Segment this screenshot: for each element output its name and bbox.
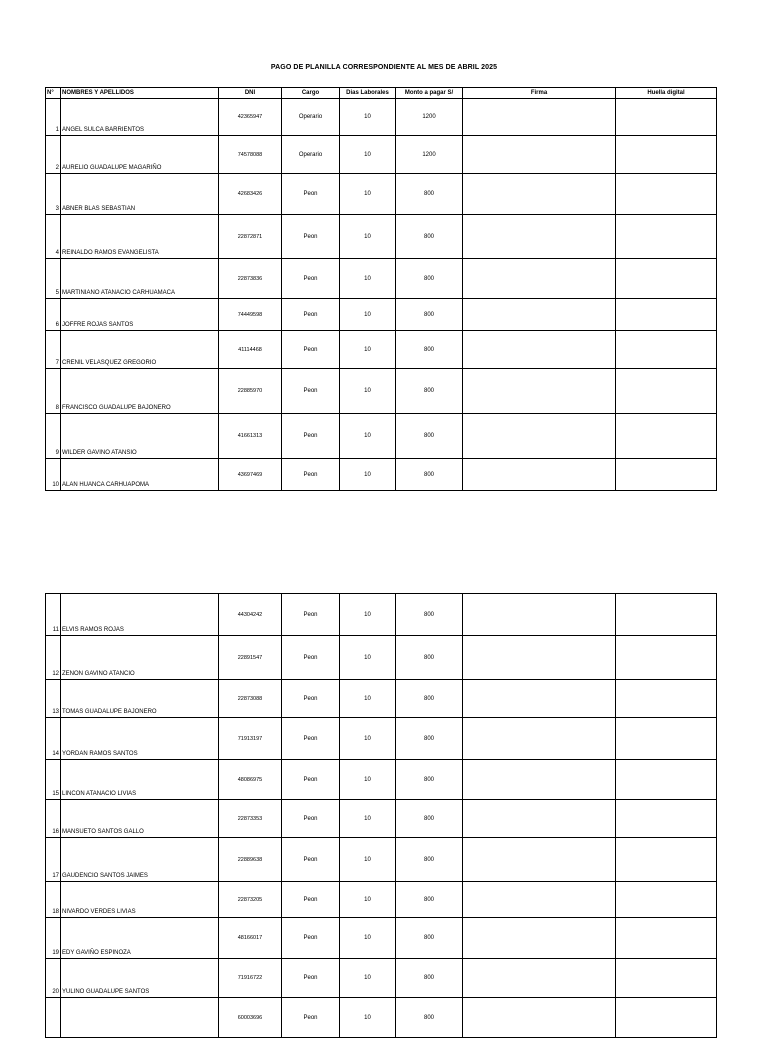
work-days: 10 [340,331,396,369]
amount-to-pay: 800 [396,918,463,959]
employee-dni: 22873205 [219,882,282,918]
fingerprint-cell [616,99,717,136]
work-days: 10 [340,259,396,299]
employee-dni: 44304242 [219,594,282,636]
amount-to-pay: 800 [396,414,463,459]
employee-name: MANSUETO SANTOS GALLO [61,800,219,838]
work-days: 10 [340,998,396,1038]
employee-cargo: Peon [282,882,340,918]
table-row [46,331,717,369]
signature-cell [463,299,616,331]
header-huella: Huella digital [616,88,717,99]
employee-dni: 74578088 [219,136,282,174]
fingerprint-cell [616,299,717,331]
row-number: 19 [46,918,61,959]
row-number: 3 [46,174,61,215]
amount-to-pay: 800 [396,800,463,838]
row-number: 14 [46,718,61,760]
table-row [46,760,717,800]
amount-to-pay: 800 [396,215,463,259]
signature-cell [463,718,616,760]
signature-cell [463,259,616,299]
employee-cargo: Peon [282,414,340,459]
row-number: 15 [46,760,61,800]
amount-to-pay: 800 [396,299,463,331]
work-days: 10 [340,369,396,414]
signature-cell [463,882,616,918]
amount-to-pay: 800 [396,718,463,760]
row-number: 5 [46,259,61,299]
signature-cell [463,959,616,998]
employee-cargo: Peon [282,918,340,959]
signature-cell [463,760,616,800]
signature-cell [463,918,616,959]
employee-name: ABNER BLAS SEBASTIAN [61,174,219,215]
table-row [46,174,717,215]
employee-dni: 41114468 [219,331,282,369]
work-days: 10 [340,636,396,680]
row-number: 4 [46,215,61,259]
table-row [46,800,717,838]
row-number: 12 [46,636,61,680]
work-days: 10 [340,838,396,882]
signature-cell [463,680,616,718]
table-row [46,718,717,760]
employee-cargo: Peon [282,299,340,331]
signature-cell [463,331,616,369]
work-days: 10 [340,136,396,174]
row-number: 16 [46,800,61,838]
row-number: 9 [46,414,61,459]
table-row [46,99,717,136]
fingerprint-cell [616,259,717,299]
employee-cargo: Peon [282,998,340,1038]
work-days: 10 [340,882,396,918]
payroll-table-page-1 [45,87,717,491]
work-days: 10 [340,800,396,838]
amount-to-pay: 800 [396,680,463,718]
signature-cell [463,998,616,1038]
row-number: 8 [46,369,61,414]
work-days: 10 [340,99,396,136]
payroll-table-page-2 [45,593,717,1038]
row-number: 17 [46,838,61,882]
employee-name: REINALDO RAMOS EVANGELISTA [61,215,219,259]
fingerprint-cell [616,636,717,680]
amount-to-pay: 800 [396,882,463,918]
fingerprint-cell [616,998,717,1038]
amount-to-pay: 800 [396,594,463,636]
employee-dni: 42683426 [219,174,282,215]
employee-dni: 41661313 [219,414,282,459]
header-names: NOMBRES Y APELLIDOS [61,88,219,99]
employee-cargo: Peon [282,718,340,760]
header-firma: Firma [463,88,616,99]
signature-cell [463,174,616,215]
signature-cell [463,369,616,414]
employee-name: LINCON ATANACIO LIVIAS [61,760,219,800]
table-row [46,998,717,1038]
employee-cargo: Peon [282,680,340,718]
fingerprint-cell [616,594,717,636]
table-row [46,959,717,998]
amount-to-pay: 800 [396,369,463,414]
header-cargo: Cargo [282,88,340,99]
employee-dni: 71916722 [219,959,282,998]
signature-cell [463,594,616,636]
employee-cargo: Operario [282,136,340,174]
employee-name: FRANCISCO GUADALUPE BAJONERO [61,369,219,414]
table-header-row [46,88,717,99]
employee-cargo: Peon [282,838,340,882]
work-days: 10 [340,459,396,491]
row-number: 18 [46,882,61,918]
employee-dni: 22872871 [219,215,282,259]
fingerprint-cell [616,838,717,882]
employee-cargo: Peon [282,636,340,680]
work-days: 10 [340,959,396,998]
signature-cell [463,414,616,459]
employee-cargo: Peon [282,331,340,369]
employee-dni: 22891547 [219,636,282,680]
table-row [46,636,717,680]
row-number: 7 [46,331,61,369]
row-number: 10 [46,459,61,491]
row-number: 1 [46,99,61,136]
signature-cell [463,99,616,136]
fingerprint-cell [616,882,717,918]
amount-to-pay: 800 [396,998,463,1038]
amount-to-pay: 1200 [396,99,463,136]
fingerprint-cell [616,331,717,369]
employee-dni: 60003696 [219,998,282,1038]
employee-cargo: Peon [282,459,340,491]
row-number: 6 [46,299,61,331]
table-row [46,259,717,299]
fingerprint-cell [616,918,717,959]
table-row [46,918,717,959]
amount-to-pay: 800 [396,636,463,680]
table-row [46,215,717,259]
amount-to-pay: 800 [396,331,463,369]
amount-to-pay: 800 [396,174,463,215]
amount-to-pay: 1200 [396,136,463,174]
employee-name: MARTINIANO ATANACIO CARHUAMACA [61,259,219,299]
fingerprint-cell [616,414,717,459]
row-number: 11 [46,594,61,636]
page-title: PAGO DE PLANILLA CORRESPONDIENTE AL MES DE ABRIL 2025 [270,64,498,71]
employee-name: WILDER GAVINO ATANSIO [61,414,219,459]
signature-cell [463,459,616,491]
employee-dni: 74449598 [219,299,282,331]
work-days: 10 [340,718,396,760]
employee-cargo: Peon [282,215,340,259]
employee-name: CRENIL VELASQUEZ GREGORIO [61,331,219,369]
work-days: 10 [340,680,396,718]
amount-to-pay: 800 [396,459,463,491]
signature-cell [463,800,616,838]
fingerprint-cell [616,459,717,491]
amount-to-pay: 800 [396,959,463,998]
header-monto: Monto a pagar S/ [396,88,463,99]
table-row [46,299,717,331]
employee-dni: 42365947 [219,99,282,136]
employee-dni: 22873088 [219,680,282,718]
employee-cargo: Peon [282,594,340,636]
signature-cell [463,838,616,882]
employee-name: YORDAN RAMOS SANTOS [61,718,219,760]
employee-dni: 48086975 [219,760,282,800]
amount-to-pay: 800 [396,838,463,882]
employee-cargo: Operario [282,99,340,136]
table-row [46,594,717,636]
employee-name: ANGEL SULCA BARRIENTOS [61,99,219,136]
amount-to-pay: 800 [396,259,463,299]
employee-name: ZENON GAVINO ATANCIO [61,636,219,680]
amount-to-pay: 800 [396,760,463,800]
fingerprint-cell [616,718,717,760]
employee-name [61,998,219,1038]
employee-cargo: Peon [282,959,340,998]
signature-cell [463,215,616,259]
header-dias: Dias Laborales [340,88,396,99]
table-row [46,136,717,174]
fingerprint-cell [616,800,717,838]
employee-name: GAUDENCIO SANTOS JAIMES [61,838,219,882]
employee-cargo: Peon [282,760,340,800]
work-days: 10 [340,760,396,800]
signature-cell [463,136,616,174]
work-days: 10 [340,299,396,331]
employee-name: ALAN HUANCA CARHUAPOMA [61,459,219,491]
work-days: 10 [340,594,396,636]
employee-dni: 71913197 [219,718,282,760]
row-number: 20 [46,959,61,998]
table-row [46,882,717,918]
employee-cargo: Peon [282,259,340,299]
employee-name: AURELIO GUADALUPE MAGARIÑO [61,136,219,174]
fingerprint-cell [616,174,717,215]
table-row [46,459,717,491]
fingerprint-cell [616,760,717,800]
employee-dni: 48166017 [219,918,282,959]
fingerprint-cell [616,959,717,998]
employee-dni: 43697469 [219,459,282,491]
employee-cargo: Peon [282,369,340,414]
row-number: 13 [46,680,61,718]
employee-cargo: Peon [282,800,340,838]
signature-cell [463,636,616,680]
employee-dni: 22873836 [219,259,282,299]
table-row [46,369,717,414]
work-days: 10 [340,414,396,459]
employee-name: TOMAS GUADALUPE BAJONERO [61,680,219,718]
fingerprint-cell [616,369,717,414]
fingerprint-cell [616,136,717,174]
fingerprint-cell [616,215,717,259]
header-number: N° [46,88,61,99]
work-days: 10 [340,918,396,959]
header-dni: DNI [219,88,282,99]
table-row [46,838,717,882]
employee-name: ELVIS RAMOS ROJAS [61,594,219,636]
work-days: 10 [340,215,396,259]
employee-dni: 22873353 [219,800,282,838]
work-days: 10 [340,174,396,215]
fingerprint-cell [616,680,717,718]
employee-cargo: Peon [282,174,340,215]
table-row [46,414,717,459]
row-number [46,998,61,1038]
row-number: 2 [46,136,61,174]
employee-name: NIVARDO VERDES LIVIAS [61,882,219,918]
table-row [46,680,717,718]
employee-name: JOFFRE ROJAS SANTOS [61,299,219,331]
employee-name: YULINO GUADALUPE SANTOS [61,959,219,998]
employee-dni: 22885970 [219,369,282,414]
employee-name: EDY GAVIÑO ESPINOZA [61,918,219,959]
employee-dni: 22889638 [219,838,282,882]
